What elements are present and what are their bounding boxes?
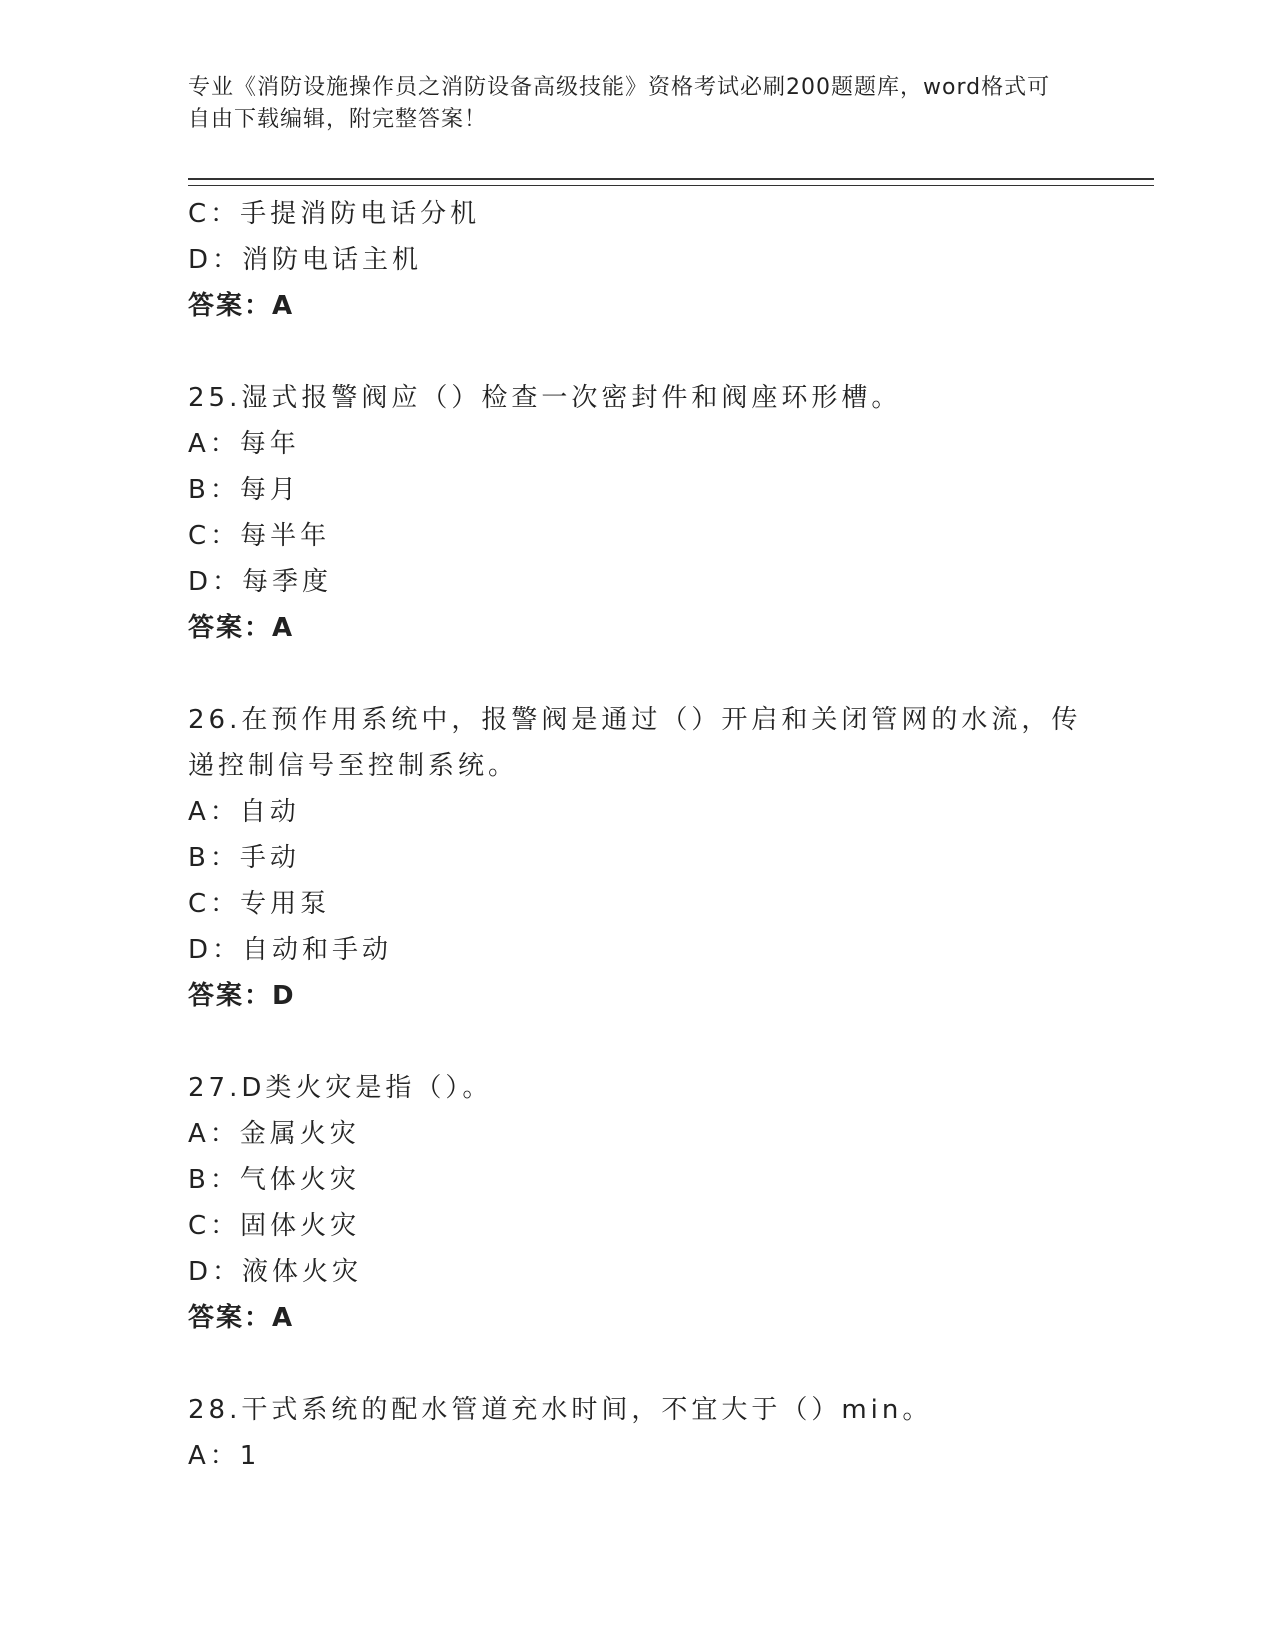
option-c: C：专用泵	[188, 889, 331, 919]
previous-question-tail	[188, 191, 1088, 329]
question-28	[188, 1387, 1088, 1479]
answer-value: A	[272, 613, 295, 643]
option-b: B：手动	[188, 843, 300, 873]
option-d: D：每季度	[188, 567, 333, 597]
option-a: A：每年	[188, 429, 300, 459]
question-text: 25.湿式报警阀应（）检查一次密封件和阀座环形槽。	[188, 383, 902, 413]
answer-line	[188, 605, 1088, 651]
option-c: C：每半年	[188, 521, 331, 551]
answer-label: 答案：	[188, 1303, 273, 1333]
answer-label: 答案：	[188, 613, 273, 643]
option-b: B：气体火灾	[188, 1165, 360, 1195]
option-c: C：手提消防电话分机	[188, 199, 481, 229]
answer-line	[188, 973, 1088, 1019]
question-text: 28.干式系统的配水管道充水时间，不宜大于（）min。	[188, 1395, 933, 1425]
answer-line	[188, 1295, 1088, 1341]
question-25	[188, 375, 1088, 651]
question-27	[188, 1065, 1088, 1341]
question-list	[188, 191, 1088, 1479]
option-d: D：消防电话主机	[188, 245, 423, 275]
answer-label: 答案：	[188, 981, 273, 1011]
answer-value: A	[272, 1303, 295, 1333]
option-b: B：每月	[188, 475, 300, 505]
option-d: D：液体火灾	[188, 1257, 363, 1287]
option-a: A：自动	[188, 797, 300, 827]
question-text: 26.在预作用系统中，报警阀是通过（）开启和关闭管网的水流，传递控制信号至控制系统。	[188, 705, 1082, 781]
header-title: 专业《消防设施操作员之消防设备高级技能》资格考试必刷200题题库，word格式可自由下载编辑，附完整答案！	[188, 75, 1051, 132]
answer-value: D	[272, 981, 296, 1011]
question-26	[188, 697, 1088, 1019]
header-divider	[188, 178, 1154, 186]
answer-label: 答案：	[188, 291, 273, 321]
document-header	[188, 72, 1068, 136]
option-a: A：金属火灾	[188, 1119, 360, 1149]
option-d: D：自动和手动	[188, 935, 393, 965]
question-text: 27.D类火灾是指（）。	[188, 1073, 493, 1103]
option-a: A：1	[188, 1441, 261, 1471]
answer-line	[188, 283, 1088, 329]
option-c: C：固体火灾	[188, 1211, 361, 1241]
answer-value: A	[272, 291, 295, 321]
